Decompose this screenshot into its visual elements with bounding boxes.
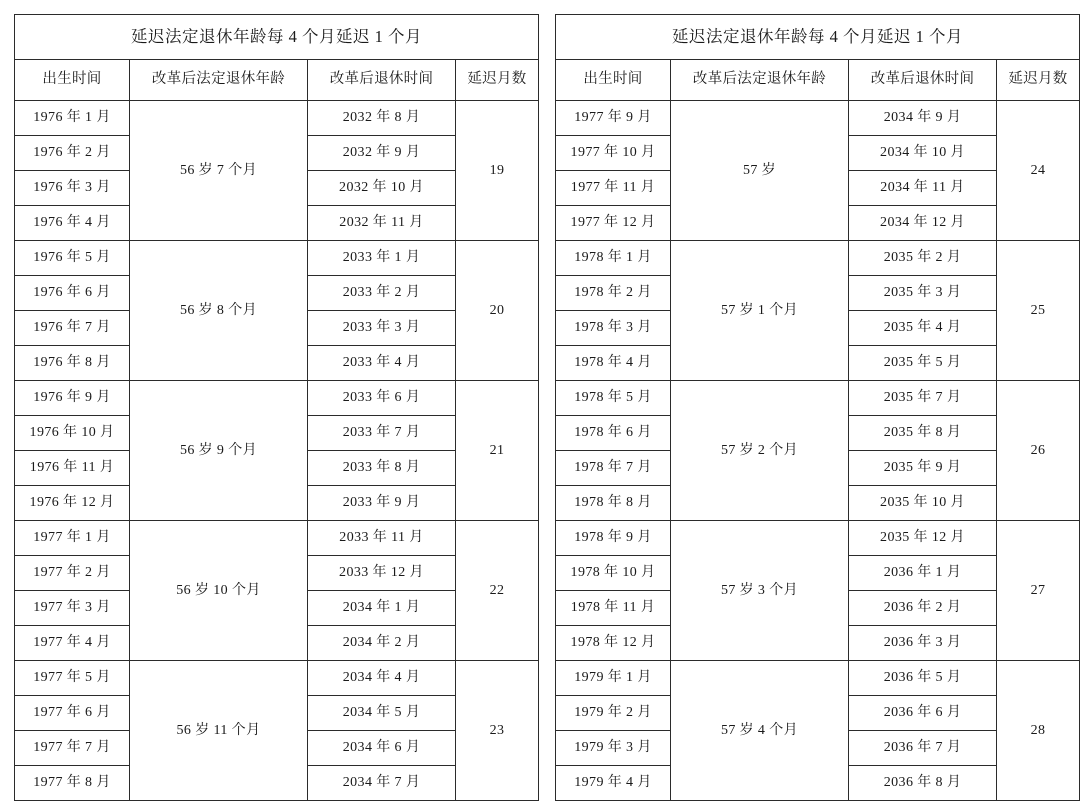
cell-delay-months: 28 xyxy=(997,661,1080,801)
table-body-right xyxy=(556,15,1080,801)
cell-statutory-age: 57 岁 1 个月 xyxy=(671,241,849,381)
cell-retirement-date: 2034 年 9 月 xyxy=(849,101,997,136)
cell-retirement-date: 2033 年 12 月 xyxy=(308,556,456,591)
cell-birth-date: 1979 年 4 月 xyxy=(556,766,671,801)
column-header-statutory-age: 改革后法定退休年龄 xyxy=(671,60,849,101)
table-header-row xyxy=(556,60,1080,101)
cell-birth-date: 1976 年 7 月 xyxy=(15,311,130,346)
table-row xyxy=(556,241,1080,276)
cell-retirement-date: 2033 年 4 月 xyxy=(308,346,456,381)
cell-retirement-date: 2036 年 7 月 xyxy=(849,731,997,766)
cell-retirement-date: 2035 年 7 月 xyxy=(849,381,997,416)
cell-delay-months: 25 xyxy=(997,241,1080,381)
table-body-left xyxy=(15,15,539,801)
cell-statutory-age: 57 岁 3 个月 xyxy=(671,521,849,661)
cell-birth-date: 1977 年 10 月 xyxy=(556,136,671,171)
cell-birth-date: 1977 年 7 月 xyxy=(15,731,130,766)
cell-birth-date: 1978 年 11 月 xyxy=(556,591,671,626)
cell-birth-date: 1976 年 10 月 xyxy=(15,416,130,451)
cell-birth-date: 1978 年 6 月 xyxy=(556,416,671,451)
table-caption: 延迟法定退休年龄每 4 个月延迟 1 个月 xyxy=(15,15,539,60)
cell-birth-date: 1978 年 5 月 xyxy=(556,381,671,416)
cell-retirement-date: 2032 年 8 月 xyxy=(308,101,456,136)
cell-statutory-age: 56 岁 11 个月 xyxy=(130,661,308,801)
cell-retirement-date: 2035 年 8 月 xyxy=(849,416,997,451)
cell-statutory-age: 57 岁 xyxy=(671,101,849,241)
column-header-statutory-age: 改革后法定退休年龄 xyxy=(130,60,308,101)
cell-retirement-date: 2035 年 4 月 xyxy=(849,311,997,346)
cell-delay-months: 27 xyxy=(997,521,1080,661)
cell-statutory-age: 57 岁 4 个月 xyxy=(671,661,849,801)
cell-birth-date: 1977 年 5 月 xyxy=(15,661,130,696)
cell-birth-date: 1978 年 10 月 xyxy=(556,556,671,591)
table-row xyxy=(15,661,539,696)
cell-retirement-date: 2036 年 1 月 xyxy=(849,556,997,591)
cell-birth-date: 1976 年 5 月 xyxy=(15,241,130,276)
cell-birth-date: 1978 年 1 月 xyxy=(556,241,671,276)
cell-birth-date: 1976 年 6 月 xyxy=(15,276,130,311)
cell-birth-date: 1977 年 9 月 xyxy=(556,101,671,136)
cell-retirement-date: 2036 年 3 月 xyxy=(849,626,997,661)
table-row xyxy=(556,521,1080,556)
cell-birth-date: 1978 年 4 月 xyxy=(556,346,671,381)
cell-birth-date: 1977 年 4 月 xyxy=(15,626,130,661)
cell-delay-months: 22 xyxy=(456,521,539,661)
cell-retirement-date: 2033 年 8 月 xyxy=(308,451,456,486)
cell-retirement-date: 2032 年 9 月 xyxy=(308,136,456,171)
table-row xyxy=(556,381,1080,416)
cell-retirement-date: 2034 年 1 月 xyxy=(308,591,456,626)
cell-retirement-date: 2033 年 3 月 xyxy=(308,311,456,346)
cell-birth-date: 1978 年 9 月 xyxy=(556,521,671,556)
table-caption-row xyxy=(556,15,1080,60)
retirement-schedule-table-right xyxy=(555,14,1080,791)
cell-retirement-date: 2034 年 6 月 xyxy=(308,731,456,766)
cell-retirement-date: 2034 年 5 月 xyxy=(308,696,456,731)
table-row xyxy=(15,101,539,136)
cell-retirement-date: 2035 年 10 月 xyxy=(849,486,997,521)
cell-birth-date: 1977 年 12 月 xyxy=(556,206,671,241)
cell-birth-date: 1976 年 8 月 xyxy=(15,346,130,381)
schedule-table xyxy=(14,14,539,801)
cell-delay-months: 26 xyxy=(997,381,1080,521)
cell-retirement-date: 2034 年 10 月 xyxy=(849,136,997,171)
cell-statutory-age: 56 岁 7 个月 xyxy=(130,101,308,241)
cell-birth-date: 1977 年 3 月 xyxy=(15,591,130,626)
cell-delay-months: 24 xyxy=(997,101,1080,241)
cell-retirement-date: 2033 年 6 月 xyxy=(308,381,456,416)
cell-birth-date: 1977 年 11 月 xyxy=(556,171,671,206)
column-header-delay-months: 延迟月数 xyxy=(997,60,1080,101)
cell-birth-date: 1976 年 4 月 xyxy=(15,206,130,241)
cell-birth-date: 1976 年 12 月 xyxy=(15,486,130,521)
retirement-schedule-table-left xyxy=(14,14,539,791)
cell-retirement-date: 2032 年 10 月 xyxy=(308,171,456,206)
cell-retirement-date: 2033 年 11 月 xyxy=(308,521,456,556)
cell-retirement-date: 2035 年 2 月 xyxy=(849,241,997,276)
cell-retirement-date: 2035 年 9 月 xyxy=(849,451,997,486)
cell-retirement-date: 2033 年 9 月 xyxy=(308,486,456,521)
cell-retirement-date: 2036 年 2 月 xyxy=(849,591,997,626)
cell-retirement-date: 2034 年 11 月 xyxy=(849,171,997,206)
column-header-delay-months: 延迟月数 xyxy=(456,60,539,101)
cell-birth-date: 1979 年 3 月 xyxy=(556,731,671,766)
table-row xyxy=(15,381,539,416)
cell-birth-date: 1977 年 8 月 xyxy=(15,766,130,801)
cell-birth-date: 1976 年 1 月 xyxy=(15,101,130,136)
cell-statutory-age: 57 岁 2 个月 xyxy=(671,381,849,521)
table-row xyxy=(15,241,539,276)
cell-retirement-date: 2036 年 8 月 xyxy=(849,766,997,801)
cell-birth-date: 1978 年 12 月 xyxy=(556,626,671,661)
cell-retirement-date: 2033 年 7 月 xyxy=(308,416,456,451)
cell-retirement-date: 2036 年 6 月 xyxy=(849,696,997,731)
table-caption-row xyxy=(15,15,539,60)
cell-birth-date: 1976 年 11 月 xyxy=(15,451,130,486)
cell-birth-date: 1976 年 3 月 xyxy=(15,171,130,206)
cell-retirement-date: 2034 年 2 月 xyxy=(308,626,456,661)
table-caption: 延迟法定退休年龄每 4 个月延迟 1 个月 xyxy=(556,15,1080,60)
cell-delay-months: 21 xyxy=(456,381,539,521)
table-header-row xyxy=(15,60,539,101)
cell-birth-date: 1977 年 6 月 xyxy=(15,696,130,731)
table-row xyxy=(556,661,1080,696)
cell-birth-date: 1977 年 2 月 xyxy=(15,556,130,591)
cell-statutory-age: 56 岁 8 个月 xyxy=(130,241,308,381)
cell-retirement-date: 2034 年 7 月 xyxy=(308,766,456,801)
column-header-birth-date: 出生时间 xyxy=(15,60,130,101)
cell-birth-date: 1976 年 2 月 xyxy=(15,136,130,171)
cell-retirement-date: 2036 年 5 月 xyxy=(849,661,997,696)
column-header-retirement-date: 改革后退休时间 xyxy=(308,60,456,101)
cell-retirement-date: 2035 年 3 月 xyxy=(849,276,997,311)
cell-birth-date: 1978 年 2 月 xyxy=(556,276,671,311)
cell-birth-date: 1979 年 1 月 xyxy=(556,661,671,696)
cell-birth-date: 1978 年 7 月 xyxy=(556,451,671,486)
cell-birth-date: 1977 年 1 月 xyxy=(15,521,130,556)
cell-retirement-date: 2034 年 12 月 xyxy=(849,206,997,241)
cell-birth-date: 1976 年 9 月 xyxy=(15,381,130,416)
cell-birth-date: 1979 年 2 月 xyxy=(556,696,671,731)
table-row xyxy=(15,521,539,556)
column-header-birth-date: 出生时间 xyxy=(556,60,671,101)
cell-delay-months: 23 xyxy=(456,661,539,801)
cell-retirement-date: 2032 年 11 月 xyxy=(308,206,456,241)
cell-retirement-date: 2035 年 12 月 xyxy=(849,521,997,556)
table-row xyxy=(556,101,1080,136)
cell-birth-date: 1978 年 3 月 xyxy=(556,311,671,346)
cell-birth-date: 1978 年 8 月 xyxy=(556,486,671,521)
column-header-retirement-date: 改革后退休时间 xyxy=(849,60,997,101)
schedule-table xyxy=(555,14,1080,801)
cell-delay-months: 19 xyxy=(456,101,539,241)
cell-retirement-date: 2033 年 1 月 xyxy=(308,241,456,276)
cell-retirement-date: 2033 年 2 月 xyxy=(308,276,456,311)
cell-delay-months: 20 xyxy=(456,241,539,381)
cell-statutory-age: 56 岁 10 个月 xyxy=(130,521,308,661)
cell-retirement-date: 2035 年 5 月 xyxy=(849,346,997,381)
cell-retirement-date: 2034 年 4 月 xyxy=(308,661,456,696)
cell-statutory-age: 56 岁 9 个月 xyxy=(130,381,308,521)
